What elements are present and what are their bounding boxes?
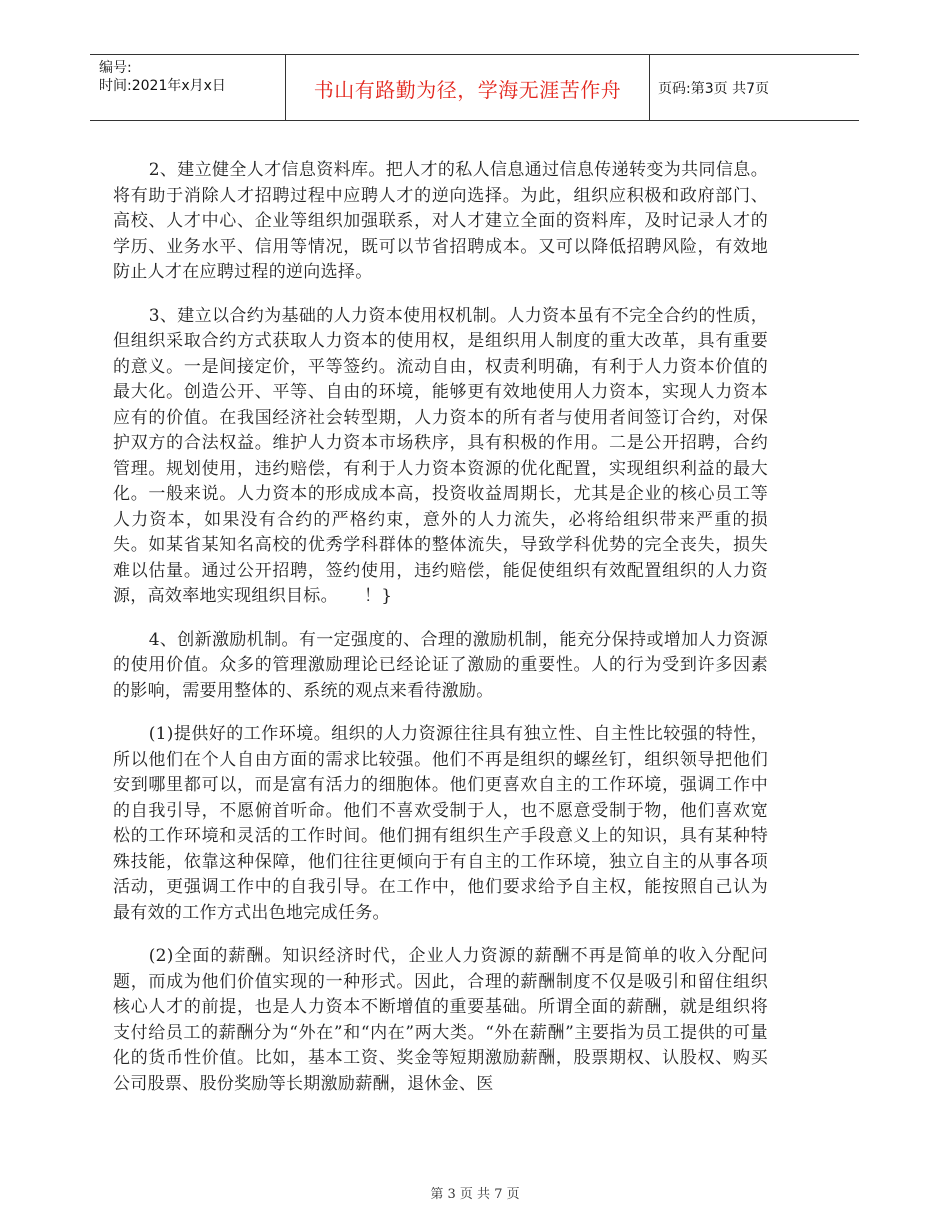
body-paragraph: 2、建立健全人才信息资料库。把人才的私人信息通过信息传递转变为共同信息。将有助于消除人才招聘过程中应聘人才的逆向选择。为此，组织应积极和政府部门、高校、人才中心、企业等组织加强联系，对人才建立全面的资料库，及时记录人才的学历、业务水平、信用等情况，既可以节省招聘成本。又可以降低招聘风险，有效地防止人才在应聘过程的逆向选择。: [113, 160, 768, 282]
document-number-label: 编号:: [99, 60, 132, 76]
page-header: [90, 54, 859, 121]
body-paragraph: 4、创新激励机制。有一定强度的、合理的激励机制，能充分保持或增加人力资源的使用价值。众多的管理激励理论已经论证了激励的重要性。人的行为受到许多因素的影响，需要用整体的、系统的观点来看待激励。: [113, 629, 768, 701]
document-body: [113, 158, 768, 1115]
body-paragraph: (1)提供好的工作环境。组织的人力资源往往具有独立性、自主性比较强的特性，所以他们在个人自由方面的需求比较强。他们不再是组织的螺丝钉，组织领导把他们安到哪里都可以，而是富有活力的细胞体。他们更喜欢自主的工作环境，强调工作中的自我引导，不愿俯首听命。他们不喜欢受制于人，也不愿意受制于物，他们喜欢宽松的工作环境和灵活的工作时间。他们拥有组织生产手段意义上的知识，具有某种特殊技能，依靠这种保障，他们往往更倾向于有自主的工作环境，独立自主的从事各项活动，更强调工作中的自我引导。在工作中，他们要求给予自主权，能按照自己认为最有效的工作方式出色地完成任务。: [113, 724, 768, 923]
body-paragraph: 3、建立以合约为基础的人力资本使用权机制。人力资本虽有不完全合约的性质，但组织采取合约方式获取人力资本的使用权，是组织用人制度的重大改革，具有重要的意义。一是间接定价，平等签约。流动自由，权责利明确，有利于人力资本价值的最大化。创造公开、平等、自由的环境，能够更有效地使用人力资本，实现人力资本应有的价值。在我国经济社会转型期，人力资本的所有者与使用者间签订合约，对保护双方的合法权益。维护人力资本市场秩序，具有积极的作用。二是公开招聘，合约管理。规划使用，违约赔偿，有利于人力资本资源的优化配置，实现组织利益的最大化。一般来说。人力资本的形成成本高，投资收益周期长，尤其是企业的核心员工等人力资本，如果没有合约的严格约束，意外的人力流失，必将给组织带来严重的损失。如某省某知名高校的优秀学科群体的整体流失，导致学科优势的完全丧失，损失难以估量。通过公开招聘，签约使用，违约赔偿，能促使组织有效配置组织的人力资源，高效率地实现组织目标。 ！}: [113, 305, 768, 606]
document-time: 时间:2021年x月x日: [99, 78, 226, 94]
page-footer: [0, 1183, 950, 1202]
header-page-info: 页码:第3页 共7页: [658, 81, 769, 97]
header-meta: [99, 59, 226, 95]
header-motto: 书山有路勤为径，学海无涯苦作舟: [313, 77, 622, 102]
footer-page-number: 第 3 页 共 7 页: [430, 1187, 520, 1202]
body-paragraph: (2)全面的薪酬。知识经济时代，企业人力资源的薪酬不再是简单的收入分配问题，而成为他们价值实现的一种形式。因此，合理的薪酬制度不仅是吸引和留住组织核心人才的前提，也是人力资本不断增值的重要基础。所谓全面的薪酬，就是组织将支付给员工的薪酬分为“外在”和“内在”两大类。“外在薪酬”主要指为员工提供的可量化的货币性价值。比如，基本工资、奖金等短期激励薪酬，股票期权、认股权、购买公司股票、股份奖励等长期激励薪酬，退休金、医: [113, 946, 768, 1094]
header-divider: [649, 55, 650, 120]
